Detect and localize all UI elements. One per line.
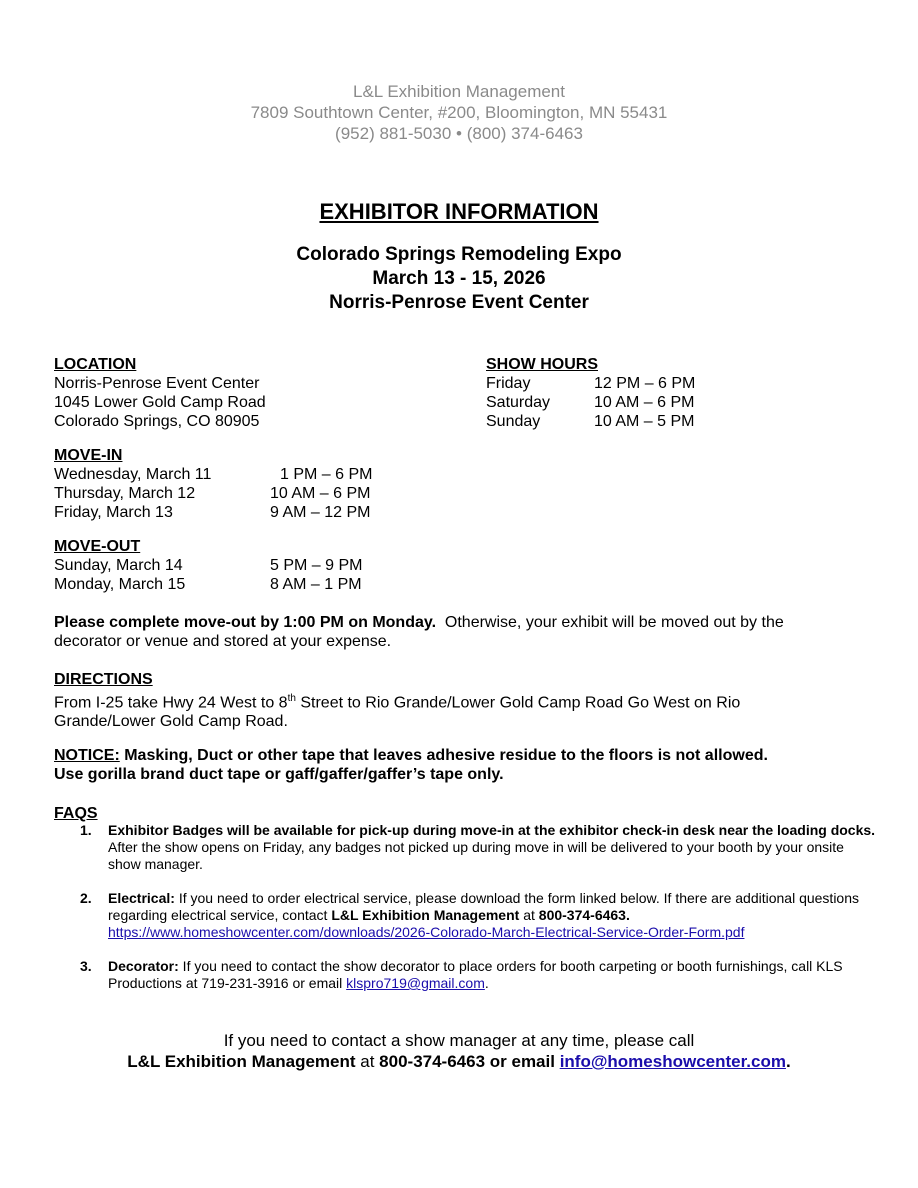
notice-text-1: Masking, Duct or other tape that leaves adhesive residue to the floors is not allowed. — [119, 747, 768, 764]
footer-line-1: If you need to contact a show manager at any time, please call — [223, 1031, 695, 1050]
show-hours-row — [486, 374, 806, 393]
move-in-time: 10 AM – 6 PM — [270, 485, 371, 502]
letterhead — [0, 81, 918, 144]
move-in-day: Wednesday, March 11 — [54, 466, 212, 483]
show-hours-row — [486, 393, 806, 412]
electrical-form-link[interactable]: https://www.homeshowcenter.com/downloads/2026-Colorado-March-Electrical-Service-Order-Form.pdf — [108, 924, 745, 940]
move-in-row — [54, 484, 454, 503]
directions-sup: th — [287, 693, 296, 704]
move-out-day: Sunday, March 14 — [54, 557, 183, 574]
company-phones: (952) 881-5030 • (800) 374-6463 — [335, 124, 583, 143]
show-time: 10 AM – 6 PM — [594, 394, 695, 411]
show-hours-heading: SHOW HOURS — [486, 356, 598, 373]
faq-item — [80, 958, 880, 992]
faq-number: 1. — [80, 822, 92, 838]
show-time: 12 PM – 6 PM — [594, 375, 696, 392]
move-in-day: Thursday, March 12 — [54, 485, 196, 502]
faq-at: at — [519, 907, 539, 923]
directions-text-b: Street to Rio Grande/Lower Gold Camp Road Go West on Rio Grande/Lower Gold Camp Road. — [54, 694, 741, 731]
faq-bold: Electrical: — [108, 890, 175, 906]
move-in-heading: MOVE-IN — [54, 447, 123, 464]
faq-phone: 800-374-6463. — [538, 907, 630, 923]
faq-number: 3. — [80, 958, 92, 974]
page-title: EXHIBITOR INFORMATION — [319, 199, 599, 224]
move-in-time: 1 PM – 6 PM — [280, 466, 373, 483]
event-header — [0, 243, 918, 315]
footer-company: L&L Exhibition Management — [127, 1052, 356, 1071]
show-hours-row — [486, 412, 806, 431]
location-line: Norris-Penrose Event Center — [54, 375, 260, 392]
move-out-section — [54, 537, 454, 594]
event-name: Colorado Springs Remodeling Expo — [296, 244, 622, 265]
move-in-time: 9 AM – 12 PM — [270, 504, 371, 521]
faq-item — [80, 890, 880, 941]
faq-bold: Decorator: — [108, 958, 179, 974]
faq-body — [108, 958, 880, 992]
directions-heading: DIRECTIONS — [54, 671, 153, 688]
show-day: Saturday — [486, 394, 551, 411]
location-line: 1045 Lower Gold Camp Road — [54, 394, 266, 411]
directions-text — [54, 689, 844, 731]
faq-company: L&L Exhibition Management — [331, 907, 520, 923]
show-day: Friday — [486, 375, 531, 392]
faqs-heading: FAQS — [54, 805, 98, 822]
decorator-email-link[interactable]: klspro719@gmail.com — [346, 975, 485, 991]
footer — [0, 1030, 918, 1072]
faq-item — [80, 822, 880, 873]
move-in-day: Friday, March 13 — [54, 504, 173, 521]
move-out-note — [54, 613, 844, 651]
faq-body — [108, 890, 880, 941]
move-out-time: 5 PM – 9 PM — [270, 557, 363, 574]
move-out-note-bold: Please complete move-out by 1:00 PM on Monday. — [54, 614, 437, 631]
faq-end: . — [484, 975, 489, 991]
notice-line-2: Use gorilla brand duct tape or gaff/gaffer/gaffer’s tape only. — [54, 766, 504, 783]
move-out-row — [54, 556, 454, 575]
show-day: Sunday — [486, 413, 541, 430]
company-address: 7809 Southtown Center, #200, Bloomington, MN 55431 — [250, 103, 668, 122]
footer-email-link[interactable]: info@homeshowcenter.com — [559, 1052, 786, 1071]
faq-text: If you need to contact the show decorator to place orders for booth carpeting or booth furnishings, call KLS Productions at 719-231-3916 or email — [108, 958, 843, 991]
location-section — [54, 355, 454, 431]
footer-at: at — [355, 1052, 380, 1071]
move-in-row — [54, 503, 454, 522]
notice-label: NOTICE: — [54, 747, 120, 764]
move-in-section — [54, 446, 454, 522]
footer-line-2 — [0, 1051, 918, 1072]
faq-list — [80, 822, 880, 1009]
move-out-day: Monday, March 15 — [54, 576, 186, 593]
move-out-heading: MOVE-OUT — [54, 538, 141, 555]
notice-section — [54, 746, 874, 784]
move-in-row — [54, 465, 454, 484]
directions-section — [54, 670, 844, 731]
move-out-row — [54, 575, 454, 594]
show-time: 10 AM – 5 PM — [594, 413, 695, 430]
footer-phone: 800-374-6463 or email — [379, 1052, 560, 1071]
faq-bold: Exhibitor Badges will be available for pick-up during move-in at the exhibitor check-in desk near the loading docks. — [108, 822, 876, 838]
show-hours-section — [486, 355, 806, 431]
faq-body — [108, 822, 880, 873]
event-dates: March 13 - 15, 2026 — [372, 268, 546, 289]
move-out-note-text: Otherwise, your exhibit will be moved out by the decorator or venue and stored at your expense. — [54, 614, 784, 650]
faq-number: 2. — [80, 890, 92, 906]
location-heading: LOCATION — [54, 356, 137, 373]
faq-text: If you need to order electrical service, please download the form linked below. If there are additional questions regarding electrical service, contact — [108, 890, 860, 923]
location-line: Colorado Springs, CO 80905 — [54, 413, 260, 430]
move-out-time: 8 AM – 1 PM — [270, 576, 362, 593]
faq-text: After the show opens on Friday, any badges not picked up during move in will be delivered to your booth by your onsite show manager. — [108, 839, 844, 872]
company-name: L&L Exhibition Management — [352, 82, 565, 101]
directions-text-a: From I-25 take Hwy 24 West to 8 — [54, 694, 288, 712]
notice-line-1 — [54, 746, 874, 765]
event-venue: Norris-Penrose Event Center — [329, 292, 589, 313]
footer-end: . — [785, 1052, 791, 1071]
